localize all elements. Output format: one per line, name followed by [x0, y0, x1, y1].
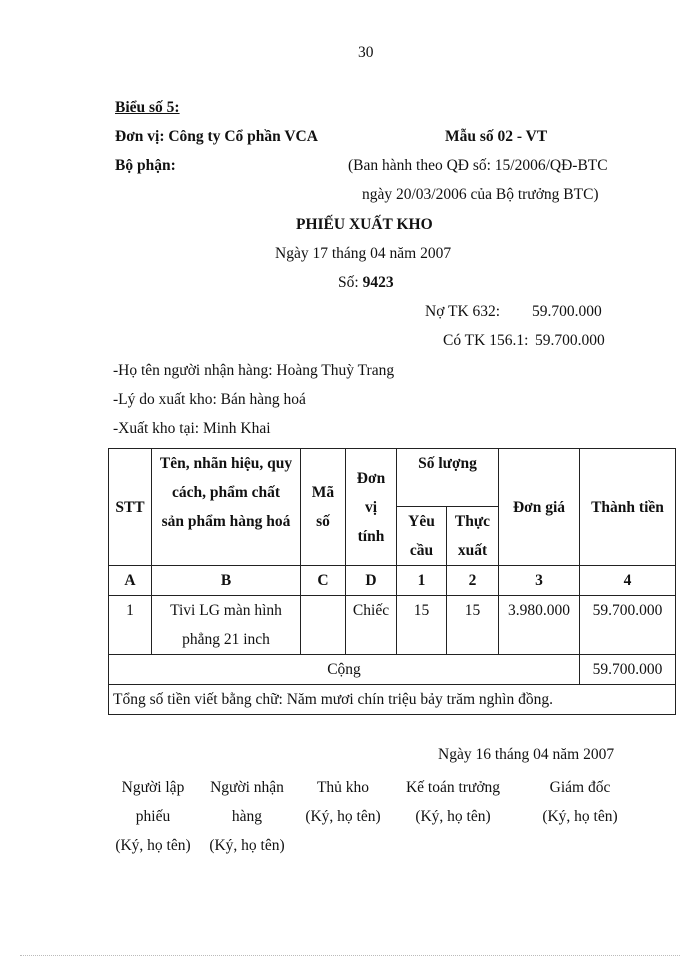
header-quantity: Số lượng	[397, 449, 499, 507]
header-amount: Thành tiền	[580, 449, 676, 566]
row-quantity-issued: 15	[447, 596, 499, 655]
code-cell-c: C	[301, 566, 346, 596]
signature-preparer: Người lập phiếu (Ký, họ tên)	[115, 779, 191, 854]
template-number: Mẫu số 02 - VT	[445, 128, 548, 145]
total-amount: 59.700.000	[580, 655, 676, 685]
document-title: PHIẾU XUẤT KHO	[296, 216, 433, 233]
code-cell-4: 4	[580, 566, 676, 596]
header-quantity-issued: Thực xuất	[447, 507, 499, 566]
credit-account-label: Có TK 156.1:	[443, 332, 529, 349]
row-amount: 59.700.000	[580, 596, 676, 655]
issuance-note-line2: ngày 20/03/2006 của Bộ trưởng BTC)	[362, 186, 599, 203]
page-bottom-divider	[20, 955, 680, 956]
signature-storekeeper: Thủ kho (Ký, họ tên)	[305, 779, 381, 825]
receiver-line: -Họ tên người nhận hàng: Hoàng Thuỳ Trang	[113, 362, 395, 379]
debit-account-label: Nợ TK 632:	[425, 303, 501, 320]
amount-in-words: Tổng số tiền viết bằng chữ: Năm mươi chín triệu bảy trăm nghìn đồng.	[109, 685, 676, 715]
row-unit: Chiếc	[346, 596, 397, 655]
table-row	[109, 596, 676, 655]
document-date: Ngày 17 tháng 04 năm 2007	[275, 245, 452, 262]
row-stt: 1	[109, 596, 152, 655]
debit-amount: 59.700.000	[532, 303, 602, 320]
header-product-name: Tên, nhãn hiệu, quy cách, phẩm chất sản phẩm hàng hoá	[152, 449, 301, 566]
reason-line: -Lý do xuất kho: Bán hàng hoá	[113, 391, 306, 408]
issuance-note-line1: (Ban hành theo QĐ số: 15/2006/QĐ-BTC	[348, 157, 608, 174]
row-code	[301, 596, 346, 655]
document-number: Số: 9423	[338, 274, 394, 291]
department-label: Bộ phận:	[115, 157, 176, 174]
signature-receiver: Người nhận hàng (Ký, họ tên)	[209, 779, 285, 854]
signature-chief-accountant: Kế toán trưởng (Ký, họ tên)	[405, 779, 501, 825]
credit-amount: 59.700.000	[535, 332, 605, 349]
form-reference: Biểu số 5:	[115, 99, 180, 116]
row-product-name: Tivi LG màn hình phẳng 21 inch	[152, 596, 301, 655]
row-unit-price: 3.980.000	[499, 596, 580, 655]
header-quantity-requested: Yêu cầu	[397, 507, 447, 566]
code-cell-1: 1	[397, 566, 447, 596]
code-cell-3: 3	[499, 566, 580, 596]
code-cell-d: D	[346, 566, 397, 596]
code-cell-2: 2	[447, 566, 499, 596]
header-unit: Đơn vị tính	[346, 449, 397, 566]
total-label: Cộng	[109, 655, 580, 685]
page-number: 30	[358, 44, 374, 61]
header-stt: STT	[109, 449, 152, 566]
signature-date: Ngày 16 tháng 04 năm 2007	[438, 746, 615, 763]
code-cell-a: A	[109, 566, 152, 596]
row-quantity-requested: 15	[397, 596, 447, 655]
header-code: Mã số	[301, 449, 346, 566]
goods-issue-table	[108, 448, 676, 715]
code-cell-b: B	[152, 566, 301, 596]
signature-director: Giám đốc (Ký, họ tên)	[542, 779, 618, 825]
unit-label: Đơn vị: Công ty Cổ phần VCA	[115, 128, 318, 145]
location-line: -Xuất kho tại: Minh Khai	[113, 420, 271, 437]
header-unit-price: Đơn giá	[499, 449, 580, 566]
